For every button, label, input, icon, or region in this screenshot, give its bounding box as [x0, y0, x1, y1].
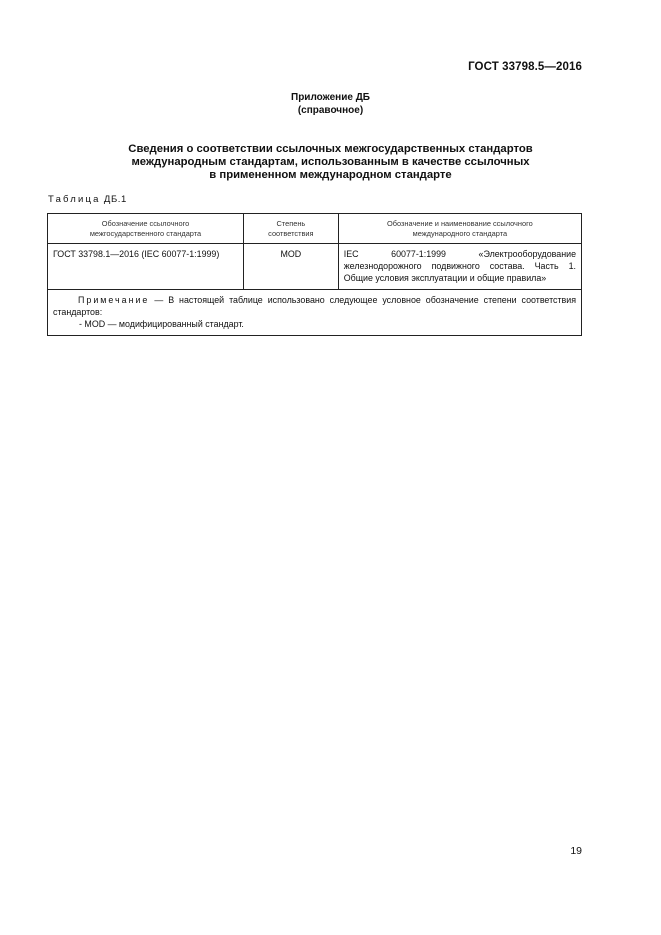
cell-degree: MOD	[243, 244, 338, 290]
note-label: Примечание	[78, 295, 150, 305]
column-header-standard-line-2: межгосударственного стандарта	[89, 229, 202, 238]
column-header-degree-line-2: соответствия	[268, 229, 314, 238]
cell-international: IEC 60077-1:1999 «Электрооборудование железнодорожного подвижного состава. Часть 1. Общие условия эксплуатации и общие правила»	[338, 244, 581, 290]
section-title-line-3: в примененном международном стандарте	[209, 169, 452, 181]
table-note	[48, 290, 582, 336]
appendix-heading	[0, 91, 661, 117]
table-caption	[48, 194, 127, 205]
appendix-title: Приложение ДБ	[291, 92, 370, 103]
table-row	[48, 244, 582, 290]
document-header: ГОСТ 33798.5—2016	[468, 61, 582, 73]
table-header-row	[48, 214, 582, 244]
column-header-international	[338, 214, 581, 244]
table-caption-number: ДБ.1	[103, 194, 127, 205]
note-item: - MOD — модифицированный стандарт.	[79, 319, 244, 329]
section-title-line-1: Сведения о соответствии ссылочных межгосударственных стандартов	[128, 143, 533, 155]
note-dash: —	[154, 295, 164, 305]
table-caption-label: Таблица	[48, 194, 101, 205]
section-title-line-2: международным стандартам, использованным в качестве ссылочных	[131, 156, 530, 168]
column-header-degree	[243, 214, 338, 244]
cell-standard: ГОСТ 33798.1—2016 (IEC 60077-1:1999)	[48, 244, 244, 290]
correspondence-table	[47, 213, 582, 336]
note-body: В настоящей таблице использовано следующее условное обозначение степени соответствия стандартов:	[53, 295, 577, 317]
appendix-subtitle: (справочное)	[297, 105, 364, 116]
column-header-international-line-2: международного стандарта	[412, 229, 508, 238]
column-header-standard	[48, 214, 244, 244]
table-note-row	[48, 290, 582, 336]
column-header-standard-line-1: Обозначение ссылочного	[101, 219, 190, 228]
page-number: 19	[570, 845, 582, 857]
note-text	[53, 294, 576, 318]
section-title	[60, 143, 601, 182]
column-header-international-line-1: Обозначение и наименование ссылочного	[387, 219, 533, 228]
column-header-degree-line-1: Степень	[276, 219, 306, 228]
